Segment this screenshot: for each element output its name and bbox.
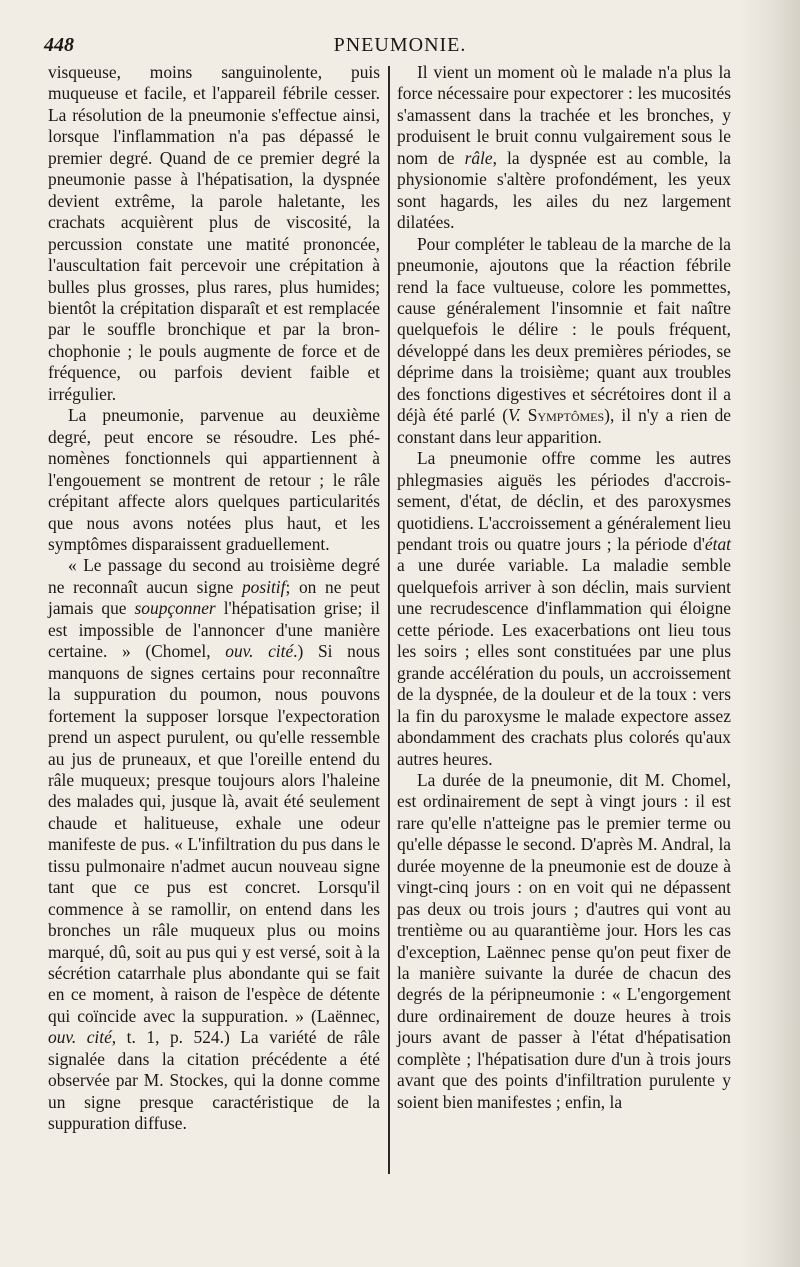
- italic-run: état: [704, 533, 731, 554]
- text-run: a une durée variable. La maladie semble quelquefois arriver à son déclin, mais survient une recrudescence d'inflammation qui éloigne cette période. Les exacerbations ont lieu tous les soirs ; elles sont constituées par une plus grande accélération du pouls, un accroissement de la dyspnée, de la douleur et de la toux : vers la fin du paroxysme le malade expectore assez abondamment des crachats plus colorés qu'aux autres heures.: [397, 555, 731, 769]
- running-title: PNEUMONIE.: [333, 34, 467, 56]
- text-run: .) Si nous manquons de signes certains pour reconnaître la suppuration du poumon, nous pouvons fortement la supposer lorsque l'expectoration prend un aspect purulent, ou qu'elle ressemble au jus de pruneaux, et que l'oreille entend du râle muqueux; presque toujours alors l'haleine des malades qui, jusque là, avait été seulement chaude et halitueuse, exhale une odeur manifeste de pus. « L'infiltration du pus dans le tissu pulmonaire n'admet aucun nouveau signe tant que ce pus est concret. Lorsqu'il commence à se ramollir, on entend dans les bronches un râle muqueux plus ou moins marqué, dû, soit au pus qui y est versé, soit à la sécrétion catarrhale plus abondante qui se fait en ce moment, à raison de l'espèce de détente qui coïncide avec la suppuration. » (Laënnec,: [48, 641, 380, 1026]
- text-run: Il vient un moment où le malade n'a plus la force nécessaire pour expectorer : les mucosités s'amassent dans la trachée et les bronches, y produisent le bruit connu vulgairement sous le nom de: [397, 62, 731, 168]
- page-edge-shadow: [738, 0, 800, 1267]
- italic-run: ouv. cité: [225, 641, 294, 662]
- column-divider: [388, 66, 390, 1174]
- page-number: 448: [44, 34, 74, 56]
- left-column: [48, 62, 380, 1135]
- text-run: , la dyspnée est au comble, la physionomie s'altère profondément, les yeux sont hagards, les ailes du nez largement dilatées.: [397, 147, 731, 233]
- italic-run: V.: [508, 405, 521, 426]
- text-run: « Le passage du second au troisième degré ne reconnaît aucun signe: [48, 555, 380, 597]
- text-run: ; on ne peut jamais que: [48, 576, 381, 619]
- text-run: Pour compléter le tableau de la marche de la pneumonie, ajoutons que la réaction fébrile rend la face vultueuse, colore les pommettes, cause généralement l'insomnie et fait naître quelquefois le délire : le pouls fréquent, développé dans les deux premières périodes, se déprime dans la troisième; quant aux troubles des fonctions digestives et sécrétoires dont il a déjà été parlé (: [397, 233, 731, 426]
- italic-run: ouv. cité: [48, 1027, 112, 1048]
- text-run: La pneumonie offre comme les autres phlegmasies aiguës les périodes d'accroissement, d'état, de déclin, et des paroxysmes quotidiens. L'accroissement a généralement lieu pendant trois ou quatre jours ; la période d': [397, 448, 731, 554]
- paragraph: La durée de la pneumonie, dit M. Chomel, est ordinairement de sept à vingt jours : il est rare qu'elle n'atteigne pas le premier terme ou qu'elle dépasse le second. D'après M. Andral, la durée moyenne de la pneumonie est de douze à vingt-cinq jours : on en voit qui ne dépassent pas deux ou trois jours ; d'autres qui vont au trentième ou au quarantième jour. Hors les cas d'exception, Laënnec pense qu'on peut fixer de la manière suivante la durée de chacun des degrés de la péripneumonie : « L'engorgement dure ordinairement de douze heures à trois jours avant de passer à l'état d'hépatisation complète ; l'hépatisation dure d'un à trois jours avant que des points d'infiltration purulente y soient bien manifestes ; enfin, la: [397, 769, 731, 1112]
- italic-run: soupçonner: [134, 598, 216, 619]
- paragraph: [397, 234, 731, 449]
- text-run: ), il n'y a rien de constant dans leur apparition.: [397, 405, 731, 447]
- right-column: [397, 62, 731, 1113]
- paragraph: visqueuse, moins sanguinolente, puis muqueuse et facile, et l'appareil fébrile cesser. La résolution de la pneumonie s'effectue ainsi, lorsque l'inflammation n'a pas dépassé le premier degré. Quand de ce premier degré la pneumonie passe à l'hépatisation, la dyspnée devient extrême, la parole haletante, les crachats acquièrent plus de viscosité, la percussion constate une matité prononcée, l'auscultation fait percevoir une crépitation à bulles plus grosses, plus rares, plus humides; bientôt la crépitation disparaît et est remplacée par le souffle bronchique et par la bronchophonie ; le pouls augmente de force et de fréquence, ou parfois devient faible et irrégulier.: [48, 62, 380, 404]
- italic-run: râle: [464, 147, 493, 168]
- small-caps-run: Symptômes: [520, 405, 605, 426]
- paragraph: La pneumonie, parvenue au deuxième degré, peut encore se résoudre. Les phénomènes fonctionnels qui appartiennent à l'engouement se montrent de retour ; le râle crépitant affecte alors quelques particularités que nous avons notées plus haut, et les symptômes disparaissent graduellement.: [48, 405, 380, 554]
- text-run: , t. 1, p. 524.) La variété de râle signalée dans la citation précédente a été observée par M. Stockes, qui la donne comme un signe presque caractéristique de la suppuration diffuse.: [48, 1027, 380, 1134]
- italic-run: positif: [241, 576, 286, 597]
- paragraph: [397, 62, 731, 234]
- text-run: l'hépatisation grise; il est impossible de l'annoncer d'une manière certaine. » (Chomel,: [48, 598, 381, 662]
- paragraph: [397, 448, 731, 770]
- paragraph: [48, 555, 380, 1134]
